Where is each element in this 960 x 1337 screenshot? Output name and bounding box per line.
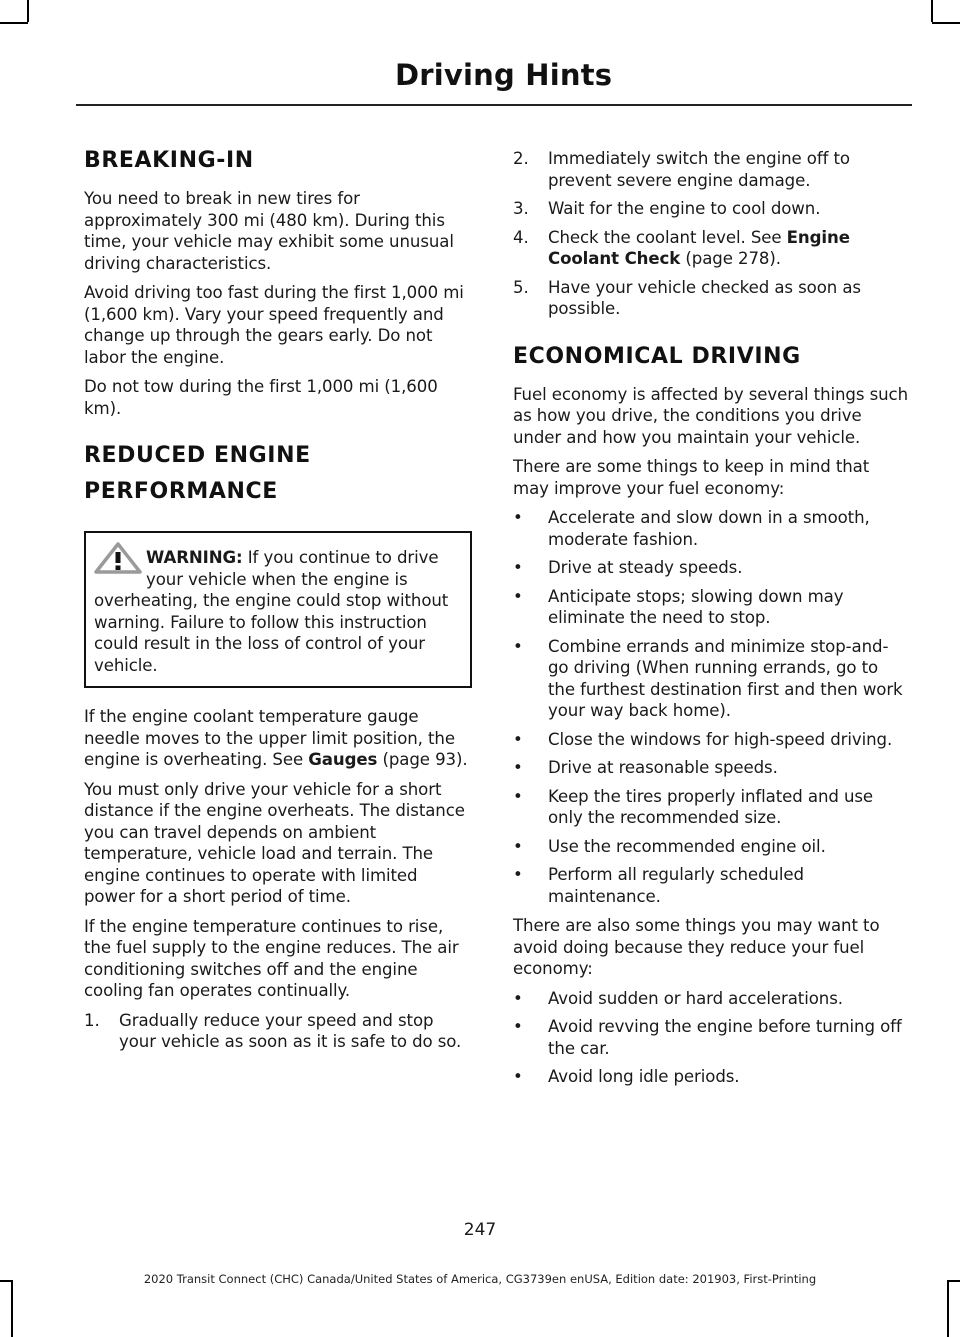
edition-info: 2020 Transit Connect (CHC) Canada/United States of America, CG3739en enUSA, Edition date: 201903, First-Printing	[143, 1272, 817, 1286]
economical-driving-heading: ECONOMICAL DRIVING	[513, 343, 801, 369]
step-number: 1.	[84, 1010, 100, 1030]
bullet-marker: •	[513, 1067, 523, 1086]
crop-mark	[27, 0, 29, 22]
paragraph: There are also some things you may want to avoid doing because they reduce your fuel economy:	[513, 916, 880, 978]
list-item	[513, 148, 908, 191]
heading-line: PERFORMANCE	[84, 479, 278, 504]
text-span: (page 93).	[377, 750, 468, 769]
bullet-marker: •	[513, 1017, 523, 1036]
bullet-marker: •	[513, 865, 523, 884]
paragraph	[84, 706, 472, 771]
bullet-text: Drive at reasonable speeds.	[548, 758, 778, 777]
economical-driving-section	[513, 342, 908, 1088]
warning-label: WARNING:	[146, 548, 243, 567]
bullet-text: Avoid revving the engine before turning off the car.	[548, 1017, 902, 1058]
bullet-text: Accelerate and slow down in a smooth, moderate fashion.	[548, 508, 870, 549]
list-item	[513, 277, 908, 320]
paragraph: Avoid driving too fast during the first 1,000 mi (1,600 km). Vary your speed frequently and change up through the gears early. Do not labor the engine.	[84, 283, 464, 367]
bullet-text: Keep the tires properly inflated and use only the recommended size.	[548, 786, 874, 827]
breaking-in-section	[84, 146, 472, 419]
heading-line: REDUCED ENGINE	[84, 443, 311, 468]
step-text: Wait for the engine to cool down.	[548, 199, 821, 218]
left-column	[84, 130, 472, 1061]
step-text: Gradually reduce your speed and stop your vehicle as soon as it is safe to do so.	[119, 1010, 462, 1051]
warning-box	[84, 531, 472, 688]
list-item	[513, 586, 908, 629]
crop-mark	[947, 1280, 949, 1337]
reduced-engine-section	[84, 441, 472, 1053]
list-item	[513, 636, 908, 722]
list-item	[513, 227, 908, 270]
bullet-text: Use the recommended engine oil.	[548, 836, 826, 856]
paragraph: You need to break in new tires for approximately 300 mi (480 km). During this time, your vehicle may exhibit some unusual driving characteristics.	[84, 189, 454, 273]
gauges-link[interactable]: Gauges	[308, 750, 378, 769]
bullet-marker: •	[513, 508, 523, 527]
paragraph: Do not tow during the first 1,000 mi (1,600 km).	[84, 377, 438, 418]
bullet-marker: •	[513, 729, 523, 749]
bullet-marker: •	[513, 758, 523, 777]
text-span: If the engine coolant temperature gauge needle moves to the upper limit position, the engine is overheating. See	[84, 707, 455, 769]
crop-mark	[11, 1280, 13, 1337]
page-title: Driving Hints	[395, 58, 613, 92]
steps-list-continued	[513, 148, 908, 320]
warning-triangle-icon	[92, 541, 144, 575]
step-text: Check the coolant level. See	[548, 227, 787, 247]
list-item	[513, 757, 908, 779]
avoid-list	[513, 988, 908, 1088]
bullet-text: Perform all regularly scheduled maintenance.	[548, 865, 804, 906]
list-item	[513, 729, 908, 751]
bullet-marker: •	[513, 988, 523, 1008]
tips-list	[513, 507, 908, 907]
reduced-engine-heading	[84, 441, 472, 507]
warning-text	[94, 547, 462, 676]
paragraph: You must only drive your vehicle for a short distance if the engine overheats. The distance you can travel depends on ambient temperature, vehicle load and terrain. The engine continues to operate with limited power for a short period of time.	[84, 779, 465, 906]
list-item	[513, 507, 908, 550]
list-item	[513, 988, 908, 1010]
list-item	[513, 786, 908, 829]
bullet-marker: •	[513, 786, 523, 806]
list-item	[513, 557, 908, 579]
bullet-text: Anticipate stops; slowing down may eliminate the need to stop.	[548, 586, 844, 627]
bullet-text: Avoid long idle periods.	[548, 1067, 740, 1086]
engine-coolant-check-link[interactable]: Engine Coolant Check	[548, 227, 850, 268]
step-number: 2.	[513, 149, 529, 168]
paragraph: There are some things to keep in mind that may improve your fuel economy:	[513, 457, 870, 498]
bullet-marker: •	[513, 636, 523, 656]
crop-mark	[932, 22, 960, 24]
bullet-text: Close the windows for high-speed driving.	[548, 729, 893, 749]
right-column	[513, 148, 908, 1096]
list-item	[513, 1016, 908, 1059]
paragraph: If the engine temperature continues to rise, the fuel supply to the engine reduces. The air conditioning switches off and the engine cooling fan operates continually.	[84, 916, 459, 1000]
bullet-text: Combine errands and minimize stop-and-go driving (When running errands, go to the furthest destination first and then work your way back home).	[548, 636, 903, 720]
list-item	[513, 864, 908, 907]
header-divider	[76, 104, 912, 106]
bullet-marker: •	[513, 586, 523, 606]
bullet-marker: •	[513, 558, 523, 577]
page-number: 247	[463, 1220, 497, 1240]
step-text: Immediately switch the engine off to prevent severe engine damage.	[548, 149, 850, 190]
steps-list	[84, 1010, 472, 1053]
crop-mark	[0, 22, 28, 24]
crop-mark	[931, 0, 933, 22]
bullet-text: Avoid sudden or hard accelerations.	[548, 988, 843, 1008]
step-number: 3.	[513, 199, 529, 218]
step-number: 5.	[513, 277, 529, 297]
warning-body: If you continue to drive your vehicle when the engine is overheating, the engine could stop without warning. Failure to follow this instruction could result in the loss of control of your vehicle.	[94, 548, 449, 675]
step-number: 4.	[513, 227, 529, 247]
step-text: Have your vehicle checked as soon as possible.	[548, 277, 861, 318]
breaking-in-heading: BREAKING-IN	[84, 148, 254, 173]
paragraph: Fuel economy is affected by several things such as how you drive, the conditions you drive under and how you maintain your vehicle.	[513, 384, 908, 447]
list-item	[513, 836, 908, 858]
list-item	[84, 1010, 472, 1053]
list-item	[513, 1066, 908, 1088]
bullet-text: Drive at steady speeds.	[548, 558, 743, 577]
step-text: (page 278).	[680, 249, 781, 268]
list-item	[513, 198, 908, 220]
bullet-marker: •	[513, 836, 523, 856]
